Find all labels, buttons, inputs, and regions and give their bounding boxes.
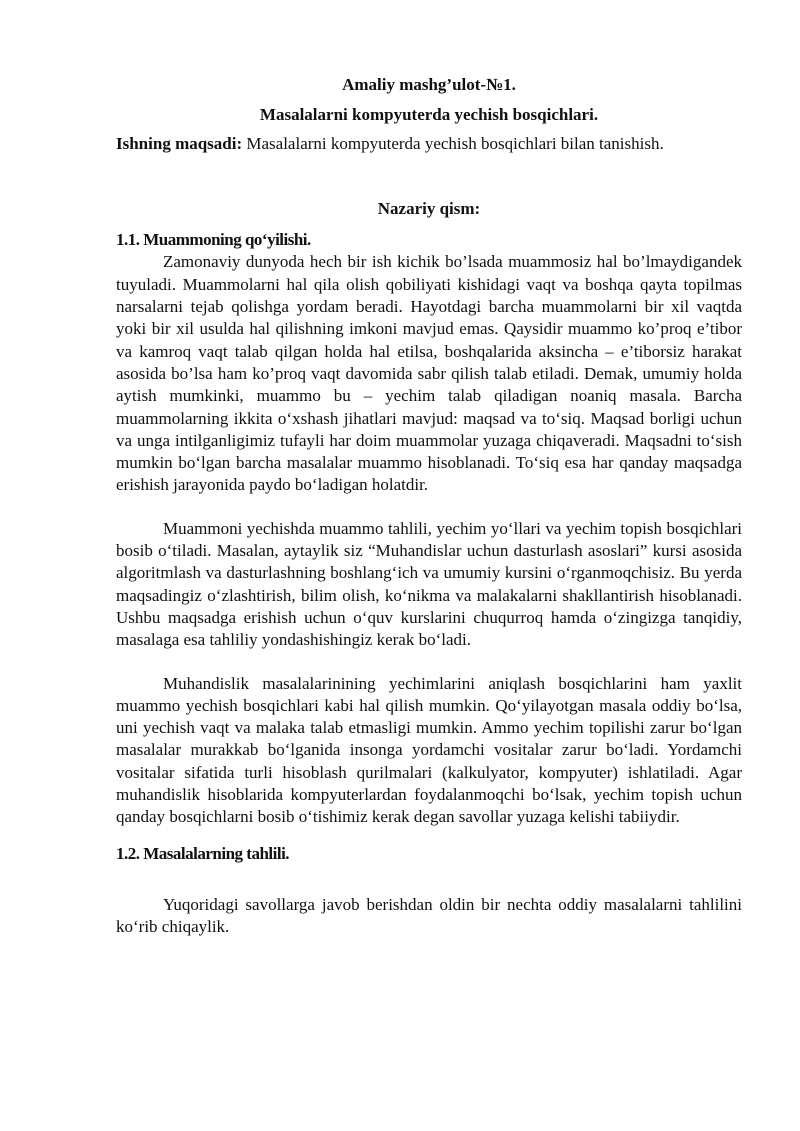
theory-heading: Nazariy qism: <box>377 198 481 218</box>
goal-label: Ishning maqsadi: <box>116 133 243 153</box>
paragraph: Muhandislik masalalarinining yechimlarini aniqlash bosqichlarini ham yaxlit muammo yechish bosqichlari kabi hal qilish mumkin. Qo‘yilayotgan masala oddiy bo‘lsa, uni yechish vaqt va malaka talab etmasligi mumkin. Ammo yechim topilishi zarur bo‘lgan masalalar murakkab bo‘lganida insonga yordamchi vositalar zarur bo‘ladi. Yordamchi vositalar sifatida turli hisoblash qurilmalari (kalkulyator, kompyuter) ishlatiladi. Agar muhandislik hisoblarida kompyuterlardan foydalanmoqchi bo‘lsak, yechim topish uchun qanday bosqichlarni bosib o‘tishimiz kerak degan savollar yuzaga kelishi tabiiydir. <box>116 673 742 827</box>
paragraph: Yuqoridagi savollarga javob berishdan oldin bir nechta oddiy masalalarni tahlilini ko‘rib chiqaylik. <box>116 894 742 937</box>
section-heading-problem-analysis: 1.2. Masalalarning tahlili. <box>116 843 290 863</box>
document-content <box>116 74 742 939</box>
goal-line <box>116 133 742 155</box>
paragraph: Muammoni yechishda muammo tahlili, yechim yo‘llari va yechim topish bosqichlari bosib o‘tiladi. Masalan, aytaylik siz “Muhandislar uchun dasturlash asoslari” kursi asosida algoritmlash va dasturlashning boshlang‘ich va umumiy kursini o‘rganmoqchisiz. Bu yerda maqsadingiz o‘zlashtirish, bilim olish, ko‘nikma va malakalarni shakllantirish hisoblanadi. Ushbu maqsadga erishish uchun o‘quv kurslarini chuqurroq hamda o‘zingizga tanqidiy, masalaga esa tahliliy yondashishingiz kerak bo‘ladi. <box>116 518 742 650</box>
section-heading-problem-statement: 1.1. Muammoning qo‘yilishi. <box>116 230 311 250</box>
document-title: Amaliy mashg’ulot-№1. <box>342 75 516 94</box>
paragraph: Zamonaviy dunyoda hech bir ish kichik bo’lsada muammosiz hal bo’lmaydigandek tuyuladi. Muammolarni hal qila olish qobiliyati kishidagi vaqt va boshqa qayta topilmas narsalarni tejab qolishga yordam beradi. Hayotdagi barcha muammolarni bir xil vaqtda yoki bir xil usulda hal qilishning imkoni mavjud emas. Qaysidir muammo ko’proq e’tibor va kamroq vaqt talab qilgan holda hal etilsa, boshqalarida aksincha – e’tiborsiz harakat asosida bo’lsa ham ko’proq vaqt davomida sabr qilish talab etiladi. Demak, umumiy holda aytish mumkinki, muammo bu – yechim talab qiladigan noaniq masala. Barcha muammolarning ikkita o‘xshash jihatlari mavjud: maqsad va to‘siq. Maqsad borligi uchun va unga intilganligimiz tufayli har doim muammolar yuzaga chiqaveradi. Maqsadni to‘sish mumkin bo‘lgan barcha masalalar muammo hisoblanadi. To‘siq esa har qanday maqsadga erishish jarayonida paydo bo‘ladigan holatdir. <box>116 252 742 495</box>
document-subtitle: Masalalarni kompyuterda yechish bosqichlari. <box>259 105 599 125</box>
goal-text: Masalalarni kompyuterda yechish bosqichlari bilan tanishish. <box>242 133 664 153</box>
